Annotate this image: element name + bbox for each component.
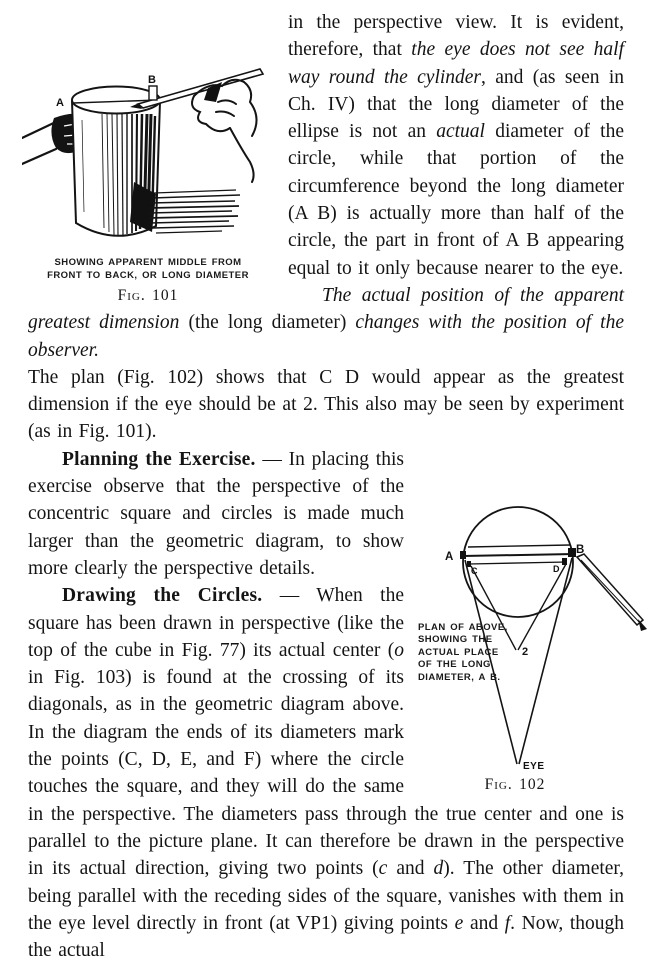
fig101-point-b-label: B bbox=[148, 74, 156, 86]
fig102-point-a-label: A bbox=[445, 550, 454, 563]
fig102-point-b-label: B bbox=[576, 543, 585, 556]
p5-text-italic-d: d bbox=[433, 858, 444, 880]
fig102-a-end-marker bbox=[460, 551, 466, 559]
p5-text-italic-e: e bbox=[454, 912, 464, 934]
p1-text-italic-1: the eye does not see half way round the cylinder bbox=[288, 39, 625, 88]
p2-text-italic-1: The actual position of the apparent greatest dimension bbox=[28, 284, 624, 334]
fig101-point-a-label: A bbox=[56, 97, 64, 109]
fig102-d-end-marker bbox=[562, 558, 567, 565]
fig102-caption: PLAN OF ABOVE, SHOWING THE ACTUAL PLACE OF THE LONG DIAMETER, A B. bbox=[418, 621, 508, 683]
p2-text-italic-2: changes with the position of the observer. bbox=[28, 312, 624, 361]
fig102-pencil bbox=[577, 554, 643, 625]
fig102-label: Fig. 102 bbox=[484, 775, 546, 793]
p5-text-italic-f: f bbox=[504, 912, 511, 934]
figure-102 bbox=[414, 502, 644, 794]
p5-heading: Drawing the Circles. bbox=[62, 585, 263, 607]
p1-text-1: in the perspective view. It is evident, therefore, that bbox=[288, 12, 624, 61]
fig102-pencil-edge bbox=[581, 560, 640, 623]
fig102-long-diameter-ab bbox=[463, 554, 574, 556]
fig101-caption: SHOWING APPARENT MIDDLE FROM FRONT TO BACK, OR LONG DIAMETER bbox=[47, 257, 249, 281]
p2-text-1: (the long diameter) bbox=[179, 312, 356, 334]
fig102-point-2-label: 2 bbox=[522, 645, 529, 658]
p5-text-1: — When the square has been drawn in perspective (like the top of the cube in Fig. 77) its actual center ( bbox=[28, 585, 404, 661]
fig101-marker-block bbox=[149, 86, 157, 100]
p5-text-6: . Now, though the actual bbox=[28, 912, 625, 962]
fig101-cast-shadow bbox=[149, 190, 240, 233]
p4-text: — In placing this exercise observe that the perspective of the concentric square and circles is made much larger than the geometric diagram, to show more clearly the perspective details. bbox=[28, 448, 404, 579]
figure-101 bbox=[22, 62, 274, 305]
p5-text-2: in Fig. 103) is found at the crossing of its diagonals, as in the geometric diagram above. In the diagram the ends of its diameters mark the points (C, D, E, and F) where the circle touches the square, and they will do the same in the perspective. The diameters pass through the true center and one is parallel to the picture plane. It can therefore be drawn in the perspective in its actual direction, giving two points ( bbox=[28, 667, 624, 880]
p5-text-italic-o: o bbox=[394, 639, 404, 661]
p4-heading: Planning the Exercise. bbox=[62, 448, 256, 470]
p1-text-2: , and (as seen in Ch. IV) that the long diameter of the ellipse is not an bbox=[288, 66, 624, 143]
p5-text-3: and bbox=[387, 858, 434, 880]
fig102-eye-label: EYE bbox=[523, 760, 545, 772]
paragraph-1 bbox=[28, 9, 625, 304]
fig101-label: Fig. 101 bbox=[117, 287, 179, 304]
fig102-b-end-marker bbox=[568, 548, 576, 557]
fig101-cylinder-illustration bbox=[22, 62, 274, 252]
p5-text-4: ). The other diameter, being parallel with the receding sides of the square, vanishes with them in the eye level directly in front (at VP1) giving points bbox=[28, 858, 625, 934]
p5-text-italic-c: c bbox=[378, 858, 388, 880]
paragraph-3 bbox=[28, 364, 624, 446]
p5-text-5: and bbox=[463, 912, 505, 934]
p3-text: The plan (Fig. 102) shows that C D would appear as the greatest dimension if the eye should be at 2. This also may be seen by experiment (as in Fig. 101). bbox=[28, 366, 624, 443]
fig102-point-c-label: C bbox=[471, 565, 478, 576]
fig102-top-chord bbox=[468, 545, 570, 547]
p1-text-3: diameter of the circle, while that portion of the circumference beyond the long diameter (A B) is actually more than half of the circle, the part in front of A B appearing equal to it only because nearer to the eye. bbox=[288, 121, 625, 279]
p1-text-italic-2: actual bbox=[436, 121, 485, 143]
fig101-right-hand bbox=[192, 80, 257, 182]
fig102-point-d-label: D bbox=[553, 563, 560, 574]
